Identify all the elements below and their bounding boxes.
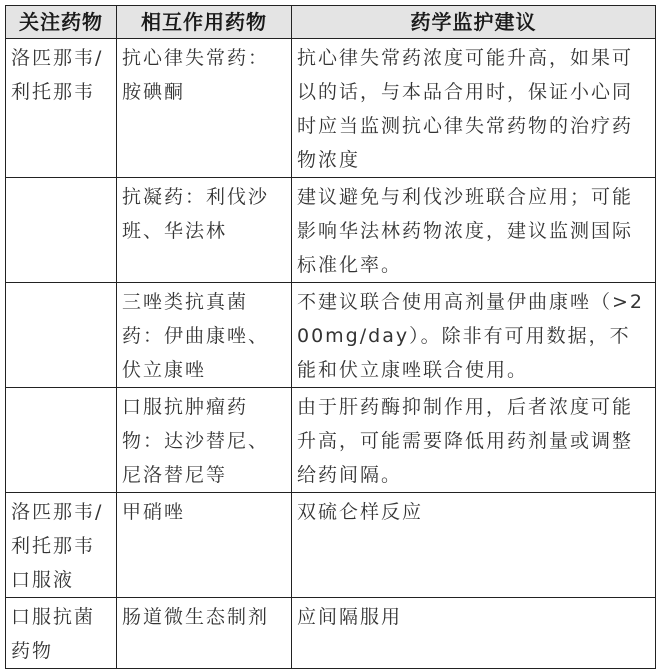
focus-drug-cell <box>6 388 117 493</box>
interacting-drug-cell: 抗凝药：利伐沙班、华法林 <box>117 178 292 283</box>
advice-cell: 不建议联合使用高剂量伊曲康唑（>200mg/day）。除非有可用数据，不能和伏立康唑联合使用。 <box>292 283 656 388</box>
focus-drug-cell: 洛匹那韦/利托那韦口服液 <box>6 493 117 598</box>
advice-cell: 由于肝药酶抑制作用，后者浓度可能升高，可能需要降低用药剂量或调整给药间隔。 <box>292 388 656 493</box>
table-row <box>6 39 656 178</box>
focus-drug-cell: 口服抗菌药物 <box>6 598 117 669</box>
table-row <box>6 178 656 283</box>
focus-drug-cell <box>6 283 117 388</box>
advice-cell: 应间隔服用 <box>292 598 656 669</box>
interacting-drug-cell: 三唑类抗真菌药：伊曲康唑、伏立康唑 <box>117 283 292 388</box>
table-row <box>6 598 656 669</box>
table-row <box>6 388 656 493</box>
header-pharmaceutical-advice: 药学监护建议 <box>292 6 656 39</box>
advice-cell: 抗心律失常药浓度可能升高，如果可以的话，与本品合用时，保证小心同时应当监测抗心律失常药物的治疗药物浓度 <box>292 39 656 178</box>
advice-cell: 双硫仑样反应 <box>292 493 656 598</box>
advice-cell: 建议避免与利伐沙班联合应用；可能影响华法林药物浓度，建议监测国际标准化率。 <box>292 178 656 283</box>
table-row <box>6 283 656 388</box>
interacting-drug-cell: 肠道微生态制剂 <box>117 598 292 669</box>
header-interacting-drug: 相互作用药物 <box>117 6 292 39</box>
interacting-drug-cell: 口服抗肿瘤药物：达沙替尼、尼洛替尼等 <box>117 388 292 493</box>
interacting-drug-cell: 抗心律失常药：胺碘酮 <box>117 39 292 178</box>
focus-drug-cell <box>6 178 117 283</box>
table-row <box>6 493 656 598</box>
focus-drug-cell: 洛匹那韦/利托那韦 <box>6 39 117 178</box>
header-focus-drug: 关注药物 <box>6 6 117 39</box>
drug-interaction-table <box>5 5 656 669</box>
interacting-drug-cell: 甲硝唑 <box>117 493 292 598</box>
table-header-row <box>6 6 656 39</box>
